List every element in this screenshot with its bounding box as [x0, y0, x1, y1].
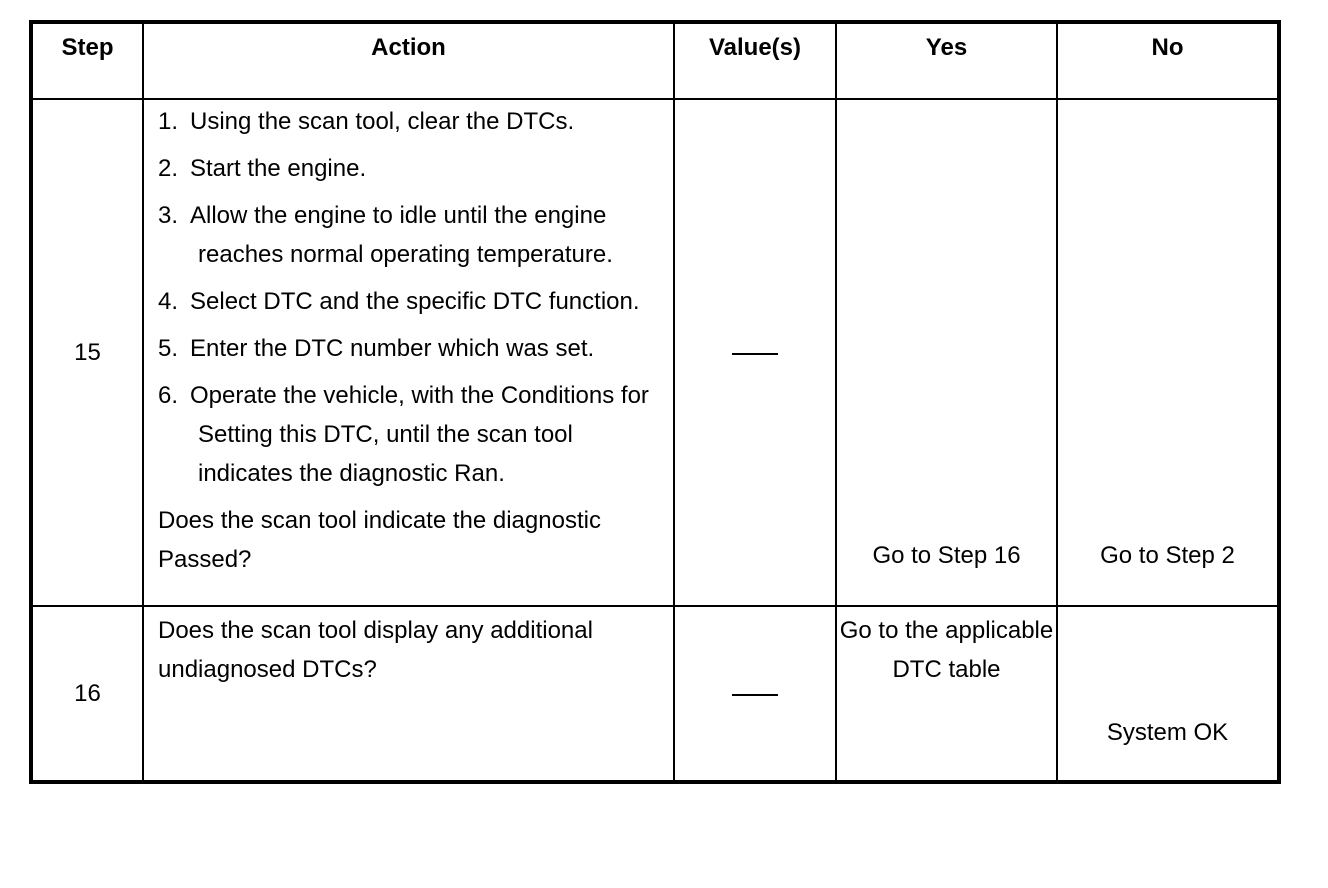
list-item: 5. Enter the DTC number which was set.	[158, 335, 595, 362]
header-no: No	[1057, 22, 1279, 99]
list-item: 3. Allow the engine to idle until the engine reaches normal operating temperature.	[158, 202, 613, 268]
yes-result: Go to Step 16	[836, 99, 1057, 606]
question-text: Does the scan tool indicate the diagnostic Passed?	[158, 507, 601, 573]
list-item: 1. Using the scan tool, clear the DTCs.	[158, 108, 575, 135]
dash-placeholder	[732, 353, 778, 355]
table-row	[31, 99, 1279, 606]
value-cell	[674, 99, 836, 606]
list-item: 6. Operate the vehicle, with the Conditions for Setting this DTC, until the scan tool indicates the diagnostic Ran.	[158, 382, 649, 487]
list-item: 2. Start the engine.	[158, 155, 367, 182]
action-cell	[143, 606, 674, 782]
step-number: 16	[31, 606, 143, 782]
dash-placeholder	[732, 694, 778, 696]
header-step: Step	[31, 22, 143, 99]
action-cell	[143, 99, 674, 606]
header-values: Value(s)	[674, 22, 836, 99]
no-result: Go to Step 2	[1057, 99, 1279, 606]
question-text: Does the scan tool display any additional undiagnosed DTCs?	[158, 617, 593, 683]
diagnostic-table	[29, 20, 1281, 784]
header-action: Action	[143, 22, 674, 99]
no-result: System OK	[1057, 606, 1279, 782]
header-row	[31, 22, 1279, 99]
list-item: 4. Select DTC and the specific DTC function.	[158, 288, 640, 315]
header-yes: Yes	[836, 22, 1057, 99]
yes-result: Go to the applicable DTC table	[836, 606, 1057, 782]
step-number: 15	[31, 99, 143, 606]
value-cell	[674, 606, 836, 782]
action-steps-list	[158, 102, 663, 493]
table-row	[31, 606, 1279, 782]
